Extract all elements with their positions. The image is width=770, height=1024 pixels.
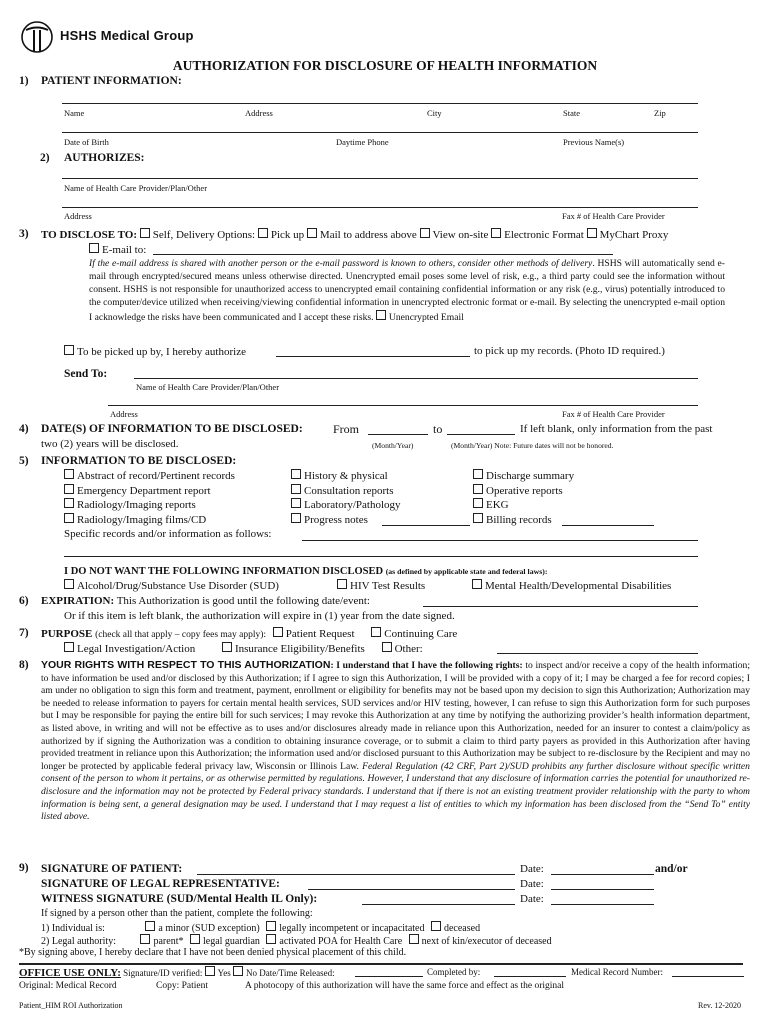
electronic-label: Electronic Format	[504, 229, 584, 241]
minor-checkbox[interactable]	[145, 921, 155, 931]
section-8-title: YOUR RIGHTS WITH RESPECT TO THIS AUTHORIZATION	[41, 659, 331, 671]
record-checkbox[interactable]	[64, 513, 74, 523]
incompetent-label: legally incompetent or incapacitated	[279, 923, 425, 934]
copy-note: Copy: Patient	[156, 981, 208, 991]
guardian-checkbox[interactable]	[190, 934, 200, 944]
email-disclaimer	[89, 258, 725, 325]
mrn-line[interactable]	[672, 976, 744, 977]
record-option	[473, 484, 574, 499]
sig-legal-label: SIGNATURE OF LEGAL REPRESENTATIVE:	[41, 878, 280, 890]
legal-label: Legal Investigation/Action	[77, 643, 196, 655]
records-col-2	[291, 469, 401, 527]
record-option	[64, 498, 235, 513]
by-signing-note: *By signing above, I hereby declare that I have not been denied physical placement of this child.	[19, 947, 407, 958]
footer-form-id: Patient_HIM ROI Authorization	[19, 1001, 123, 1010]
hiv-option	[337, 579, 425, 592]
witness-date-line[interactable]	[551, 904, 654, 905]
sig-patient-line[interactable]	[197, 874, 515, 875]
rights-body: to inspect and/or receive a copy of the health information; to have information be used and/or disclosed by this Authorization; if I agree to sign this Authorization, I will be provided with a copy of it; I may be charged a fee for record copies; I am under no obligation to sign this form and treatment, payment, enrollment or eligibility for benefits may not be based upon my decision to sign this Authorization; Authorization may be needed to release information to payers for certain mental health services, SUD services and/or HIV testing, however, I can refuse to sign this Authorization form for such purposes but I may be responsible for paying the entire bill for such services; I may revoke this Authorization at any time by notifying the authorizing provider’s health information department, as listed above, in writing and will not be effective as to uses and/or disclosures already made in reliance upon this Authorization, needed for an insurer to contest a claim/policy as authorized by if signing the Authorization was a condition to obtaining insurance coverage, or to submit a claim to third party payers as provided in this Authorization after having provided treatment in reliance upon this Authorization; the information used and/or disclosed pursuant to this Authorization may be subject to re-disclosure by the Recipient and may no longer be protected by applicable federal privacy law, Wisconsin or Illinois Law.	[41, 660, 750, 772]
record-label: Radiology/Imaging reports	[77, 499, 196, 512]
minor-label: a minor (SUD exception)	[158, 923, 260, 934]
label-provider: Name of Health Care Provider/Plan/Other	[64, 183, 208, 193]
office-no-label: No Date/Time Released:	[245, 968, 335, 978]
legal-authority-row	[41, 934, 552, 947]
record-checkbox[interactable]	[291, 469, 301, 479]
send-address-line[interactable]	[108, 405, 698, 406]
parent-label: parent*	[153, 936, 184, 947]
original-note: Original: Medical Record	[19, 981, 117, 991]
record-option	[473, 513, 574, 528]
from-label: From	[333, 422, 360, 436]
view-label: View on-site	[432, 229, 489, 241]
pickup-label: Pick up	[270, 229, 305, 241]
record-label: Emergency Department report	[77, 484, 211, 497]
and-or-label: and/or	[655, 863, 688, 875]
email-label: E-mail to:	[102, 244, 147, 256]
authorizes-address-line[interactable]	[62, 207, 698, 208]
email-disclaimer-text: . HSHS will automatically send e-mail through encrypted/secured means unless otherwise directed. Unencrypted email poses some level of risk, e.g., a third party could see the information without consent. HSHS is not responsible for unauthorized access to unencrypted email containing confidential information or any risk (e.g., virus) potentially introduced to the computer/device utilized when receiving/viewing confidential information in unencrypted electronic format or e-mail. By selecting the unencrypted e-mail option I acknowledge the risks have been communicated and I accept these risks.	[89, 258, 725, 323]
sud-option	[64, 579, 279, 592]
office-yes-checkbox[interactable]	[205, 966, 215, 976]
view-checkbox[interactable]	[420, 228, 430, 238]
record-checkbox[interactable]	[64, 484, 74, 494]
insurance-label: Insurance Eligibility/Benefits	[234, 643, 365, 655]
label-phone: Daytime Phone	[336, 137, 389, 147]
self-label: Self, Delivery Options:	[152, 229, 256, 241]
hiv-checkbox[interactable]	[337, 579, 347, 589]
record-option	[64, 469, 235, 484]
record-label: EKG	[486, 499, 509, 512]
record-label: Radiology/Imaging films/CD	[77, 513, 207, 526]
mh-option	[472, 579, 671, 592]
section-1-number: 1)	[19, 75, 29, 87]
record-checkbox[interactable]	[291, 513, 301, 523]
rights-text	[41, 659, 750, 824]
section-4-number: 4)	[19, 423, 29, 435]
label-send-address: Address	[110, 409, 138, 419]
label-state: State	[563, 108, 580, 118]
other-label: Other:	[394, 643, 423, 655]
email-row	[89, 243, 146, 256]
label-zip: Zip	[654, 108, 666, 118]
do-not-disclose-row	[64, 566, 547, 577]
other-checkbox[interactable]	[382, 642, 392, 652]
legal-authority-label: 2) Legal authority:	[41, 936, 116, 947]
record-label: Consultation reports	[304, 484, 394, 497]
records-col-3	[473, 469, 574, 527]
mh-checkbox[interactable]	[472, 579, 482, 589]
rights-italic: Federal Regulation (42 CRF, Part 2)/SUD prohibits any further disclosure without specific written consent of the person to whom it pertains, or as otherwise permitted by regulations. However, I understand that any disclosure of information carries the potential for unauthorized re-disclosure and the information may not be protected by Federal privacy standards. I understand that if there is not an existing treatment provider relationship with the party to whom information is being sent, a general designation may be used. I understand that I may request a list of entities to which my information has been disclosed from the “Send To” entity listed above.	[41, 760, 750, 823]
purpose-row	[41, 627, 457, 640]
self-checkbox[interactable]	[140, 228, 150, 238]
do-not-disclose-note: (as defined by applicable state and federal laws):	[385, 567, 548, 576]
record-label: Billing records	[486, 513, 552, 526]
sig-patient-date-line[interactable]	[551, 874, 654, 875]
picked-label: To be picked up by, I hereby authorize	[77, 346, 246, 358]
record-checkbox[interactable]	[64, 498, 74, 508]
section-2-title: AUTHORIZES:	[64, 152, 145, 164]
office-sig-label: Signature/ID verified:	[123, 968, 203, 978]
do-not-disclose-title: I DO NOT WANT THE FOLLOWING INFORMATION DISCLOSED	[64, 566, 384, 577]
witness-line[interactable]	[362, 904, 515, 905]
continuing-care-label: Continuing Care	[384, 628, 458, 640]
mychart-checkbox[interactable]	[587, 228, 597, 238]
specific-records-line[interactable]	[302, 540, 698, 541]
rights-lead: : I understand that I have the following rights:	[330, 660, 523, 671]
label-dob: Date of Birth	[64, 137, 109, 147]
office-divider	[19, 963, 743, 965]
nok-label: next of kin/executor of deceased	[421, 936, 552, 947]
record-label: Discharge summary	[486, 470, 575, 482]
patient-request-checkbox[interactable]	[273, 627, 283, 637]
sig-patient-date-label: Date:	[520, 863, 544, 875]
patient-dob-line[interactable]	[62, 132, 698, 133]
other-purpose-line[interactable]	[497, 653, 698, 654]
hshs-logo-icon	[20, 18, 54, 56]
picked-person-line[interactable]	[276, 356, 470, 357]
office-yes-label: Yes	[217, 968, 231, 978]
record-checkbox[interactable]	[291, 498, 301, 508]
label-provider-fax: Fax # of Health Care Provider	[562, 211, 665, 221]
parent-checkbox[interactable]	[140, 934, 150, 944]
patient-name-line[interactable]	[62, 103, 698, 104]
record-option	[473, 498, 574, 513]
records-col-1	[64, 469, 235, 527]
record-option	[64, 513, 235, 528]
deceased-label: deceased	[443, 923, 481, 934]
record-label: Progress notes	[304, 513, 368, 526]
completed-by-line[interactable]	[494, 976, 566, 977]
section-3-number: 3)	[19, 228, 29, 240]
email-disclaimer-italic: If the e-mail address is shared with another person or the e-mail password is known to others, consider other methods of delivery	[89, 258, 593, 269]
released-line[interactable]	[355, 976, 423, 977]
picked-label-2: to pick up my records. (Photo ID required.)	[474, 345, 665, 357]
section-9-number: 9)	[19, 862, 29, 874]
email-checkbox[interactable]	[89, 243, 99, 253]
incompetent-checkbox[interactable]	[266, 921, 276, 931]
continuing-care-checkbox[interactable]	[371, 627, 381, 637]
section-5-number: 5)	[19, 455, 29, 467]
office-use-row	[19, 966, 335, 979]
sig-patient-label: SIGNATURE OF PATIENT:	[41, 863, 183, 875]
record-label: Operative reports	[486, 484, 563, 497]
individual-row	[41, 921, 480, 934]
record-option	[291, 484, 401, 499]
witness-label: WITNESS SIGNATURE (SUD/Mental Health IL Only):	[41, 893, 318, 905]
witness-date-label: Date:	[520, 893, 544, 905]
section-7-title: PURPOSE	[41, 628, 93, 640]
purpose-note: (check all that apply – copy fees may apply):	[95, 630, 267, 640]
to-label: to	[433, 422, 443, 436]
authorizes-provider-line[interactable]	[62, 178, 698, 179]
record-checkbox[interactable]	[473, 498, 483, 508]
unencrypted-checkbox[interactable]	[376, 310, 386, 320]
sig-legal-date-line[interactable]	[551, 889, 654, 890]
office-no-checkbox[interactable]	[233, 966, 243, 976]
expiration-note: Or if this item is left blank, the authorization will expire in (1) year from the date signed.	[64, 610, 455, 622]
disclose-to-row	[41, 228, 668, 241]
sud-label: Alcohol/Drug/Substance Use Disorder (SUD)	[77, 580, 279, 592]
record-label: Laboratory/Pathology	[304, 499, 401, 512]
patient-request-label: Patient Request	[285, 628, 355, 640]
pickup-checkbox[interactable]	[258, 228, 268, 238]
email-line[interactable]	[153, 254, 613, 255]
mh-label: Mental Health/Developmental Disabilities	[485, 580, 672, 592]
office-use-title: OFFICE USE ONLY:	[19, 967, 121, 979]
record-checkbox[interactable]	[291, 484, 301, 494]
section-3-title: TO DISCLOSE TO:	[41, 229, 137, 241]
label-send-provider: Name of Health Care Provider/Plan/Other	[136, 382, 280, 392]
section-6-title: EXPIRATION:	[41, 595, 115, 607]
picked-checkbox[interactable]	[64, 345, 74, 355]
org-logo	[20, 18, 220, 58]
expiration-text: This Authorization is good until the following date/event:	[116, 595, 370, 607]
hiv-label: HIV Test Results	[350, 580, 426, 592]
record-option	[473, 469, 574, 484]
guardian-label: legal guardian	[202, 936, 260, 947]
mail-label: Mail to address above	[319, 229, 417, 241]
sud-checkbox[interactable]	[64, 579, 74, 589]
record-option	[64, 484, 235, 499]
section-5-title: INFORMATION TO BE DISCLOSED:	[41, 455, 237, 467]
from-month-year: (Month/Year)	[372, 441, 414, 450]
legal-checkbox[interactable]	[64, 642, 74, 652]
individual-label: 1) Individual is:	[41, 923, 105, 934]
form-title: AUTHORIZATION FOR DISCLOSURE OF HEALTH INFORMATION	[172, 58, 598, 73]
mrn-label: Medical Record Number:	[571, 967, 663, 977]
insurance-checkbox[interactable]	[222, 642, 232, 652]
progress-notes-line[interactable]	[382, 525, 470, 526]
if-signed-note: If signed by a person other than the patient, complete the following:	[41, 908, 313, 919]
section-2-number: 2)	[40, 152, 50, 164]
record-checkbox[interactable]	[473, 469, 483, 479]
label-provider-address: Address	[64, 211, 92, 221]
billing-records-line[interactable]	[562, 525, 654, 526]
photocopy-note: A photocopy of this authorization will have the same force and effect as the original	[245, 981, 565, 991]
mychart-label: MyChart Proxy	[599, 229, 669, 241]
completed-by-label: Completed by:	[427, 967, 481, 977]
electronic-checkbox[interactable]	[491, 228, 501, 238]
specific-records-line-2[interactable]	[64, 556, 698, 557]
label-name: Name	[64, 108, 85, 118]
section-4-title: DATE(S) OF INFORMATION TO BE DISCLOSED:	[41, 423, 303, 435]
label-send-fax: Fax # of Health Care Provider	[562, 409, 665, 419]
record-option	[291, 469, 401, 484]
label-prev-names: Previous Name(s)	[563, 137, 625, 147]
purpose-row-2	[64, 642, 423, 655]
label-address: Address	[245, 108, 273, 118]
record-label: History & physical	[304, 470, 388, 482]
deceased-checkbox[interactable]	[431, 921, 441, 931]
section-8-number: 8)	[19, 659, 29, 671]
sig-legal-line[interactable]	[308, 889, 515, 890]
left-blank-note: If left blank, only information from the past	[520, 423, 713, 435]
unencrypted-label: Unencrypted Email	[388, 311, 464, 323]
footer-revision: Rev. 12-2020	[698, 1001, 742, 1010]
picked-row	[64, 345, 246, 358]
label-city: City	[427, 108, 442, 118]
record-option	[291, 498, 401, 513]
section-1-title: PATIENT INFORMATION:	[41, 75, 182, 87]
send-to-line[interactable]	[134, 378, 698, 379]
record-checkbox[interactable]	[473, 513, 483, 523]
sig-legal-date-label: Date:	[520, 878, 544, 890]
mail-checkbox[interactable]	[307, 228, 317, 238]
from-date-line[interactable]	[368, 434, 428, 435]
specific-records-label: Specific records and/or information as follows:	[64, 528, 272, 540]
send-to-label: Send To:	[64, 368, 108, 380]
to-date-line[interactable]	[447, 434, 515, 435]
record-checkbox[interactable]	[64, 469, 74, 479]
org-name: HSHS Medical Group	[60, 28, 194, 43]
expiration-line[interactable]	[423, 606, 698, 607]
poa-checkbox[interactable]	[266, 934, 276, 944]
nok-checkbox[interactable]	[409, 934, 419, 944]
expiration-row	[41, 595, 370, 607]
record-label: Abstract of record/Pertinent records	[77, 470, 235, 482]
to-month-year: (Month/Year) Note: Future dates will not be honored.	[451, 441, 614, 450]
two-years-note: two (2) years will be disclosed.	[41, 438, 179, 450]
section-7-number: 7)	[19, 627, 29, 639]
record-checkbox[interactable]	[473, 484, 483, 494]
section-6-number: 6)	[19, 595, 29, 607]
poa-label: activated POA for Health Care	[279, 936, 403, 947]
